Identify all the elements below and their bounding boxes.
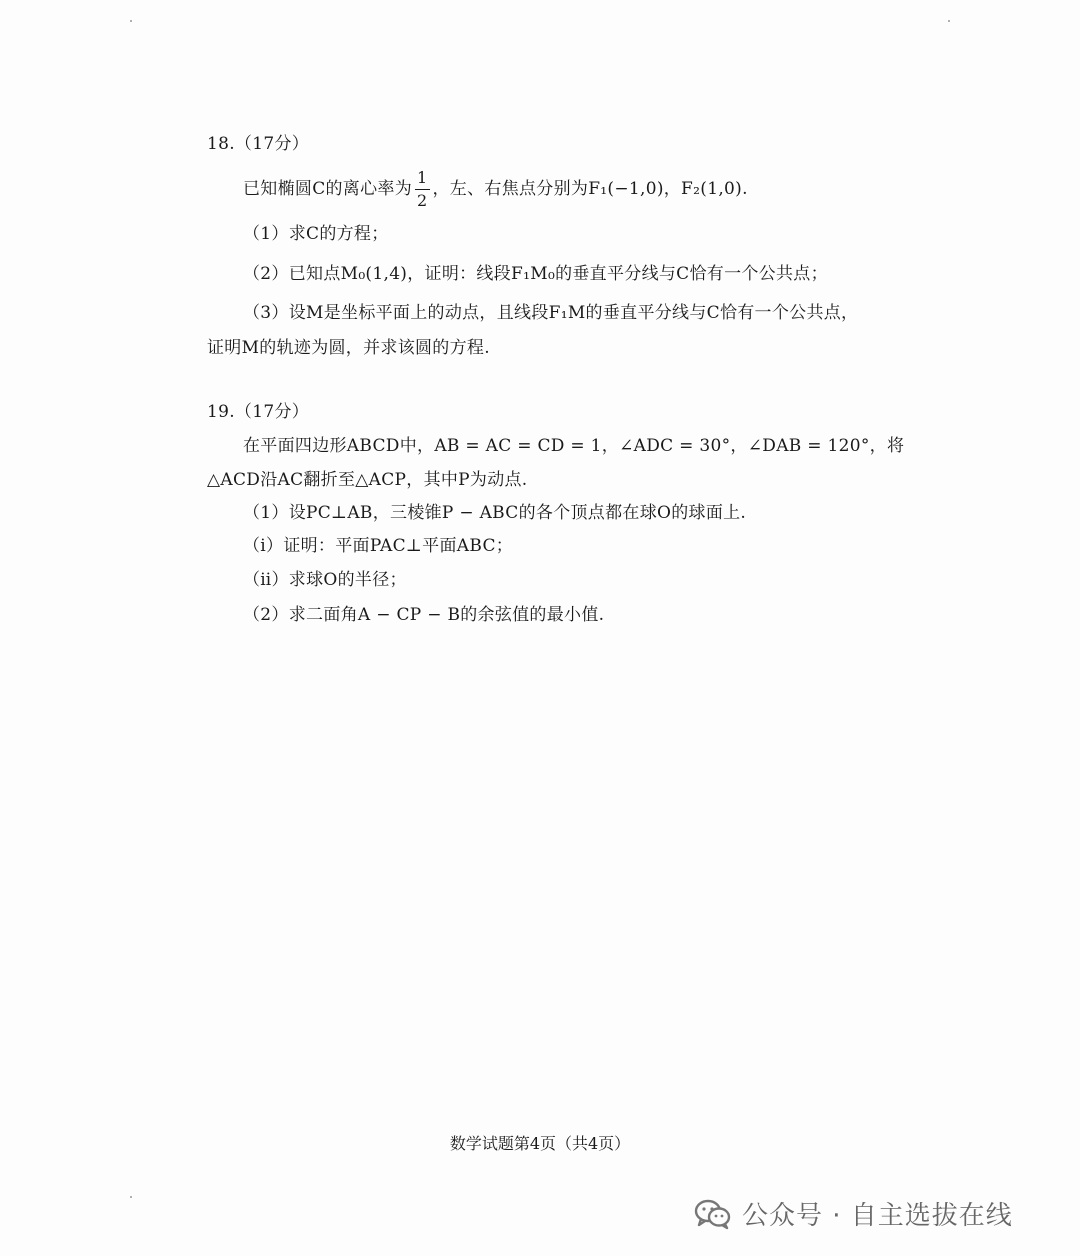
q18-stem — [243, 170, 748, 209]
q19-part-1-ii: （ⅱ）求球O的半径； — [243, 570, 407, 590]
fraction-denominator: 2 — [417, 191, 428, 210]
wechat-icon — [694, 1198, 732, 1230]
fraction-numerator: 1 — [415, 170, 429, 190]
scan-speck — [130, 20, 132, 22]
q18-part-3a: （3）设M是坐标平面上的动点，且线段F₁M的垂直平分线与C恰有一个公共点， — [243, 303, 859, 323]
scan-speck — [130, 1196, 132, 1198]
watermark — [694, 1195, 1013, 1232]
q18-stem-post: ，左、右焦点分别为F₁(−1,0)，F₂(1,0). — [432, 179, 748, 199]
fraction-one-half — [415, 170, 429, 209]
q19-header: 19.（17分） — [207, 402, 310, 422]
q19-part-1-i: （ⅰ）证明：平面PAC⊥平面ABC； — [243, 536, 514, 556]
scan-speck — [948, 20, 950, 22]
q19-part-1: （1）设PC⊥AB，三棱锥P − ABC的各个顶点都在球O的球面上. — [243, 503, 747, 523]
q19-part-2: （2）求二面角A − CP − B的余弦值的最小值. — [243, 605, 605, 625]
q18-part-1: （1）求C的方程； — [243, 224, 389, 244]
q19-stem-line-2: △ACD沿AC翻折至△ACP，其中P为动点. — [207, 470, 528, 490]
q18-part-3b: 证明M的轨迹为圆，并求该圆的方程. — [207, 338, 490, 358]
q18-header: 18.（17分） — [207, 134, 310, 154]
q18-part-2: （2）已知点M₀(1,4)，证明：线段F₁M₀的垂直平分线与C恰有一个公共点； — [243, 264, 828, 284]
page-footer: 数学试题第4页（共4页） — [449, 1134, 631, 1153]
watermark-text: 公众号 · 自主选拔在线 — [742, 1201, 1013, 1231]
q19-stem-line-1: 在平面四边形ABCD中，AB = AC = CD = 1，∠ADC = 30°，∠DAB = 120°，将 — [243, 436, 905, 456]
q18-stem-pre: 已知椭圆C的离心率为 — [243, 179, 413, 199]
